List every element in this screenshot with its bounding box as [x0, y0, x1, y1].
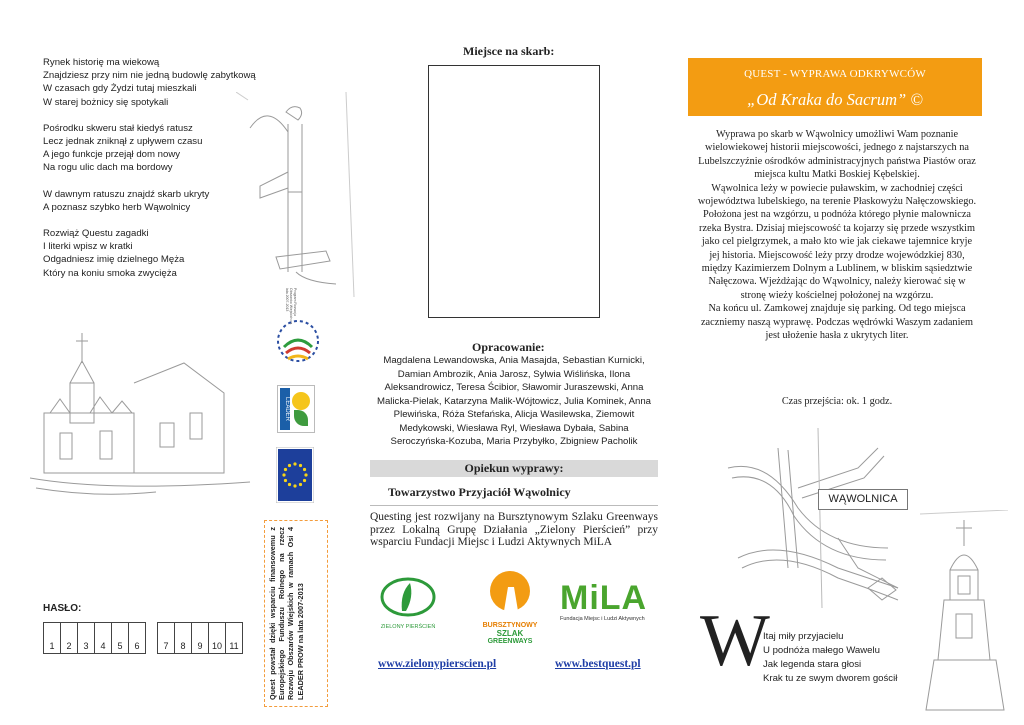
poem-line: Jak legenda stara głosi	[763, 659, 862, 670]
leader-leaf-icon	[294, 410, 308, 426]
questing-info: Questing jest rozwijany na Bursztynowym Szlaku Greenways przez Lokalną Grupę Działania „Zielony Pierścień” przy wsparciu Fundacji Miejsc i Ludzi Aktywnych MiLA	[370, 511, 658, 548]
eu-star-icon	[303, 468, 306, 471]
letter-box[interactable]: 8	[175, 623, 192, 654]
letter-box[interactable]: 3	[78, 623, 95, 654]
letter-box[interactable]: 11	[226, 623, 243, 654]
funding-note: Quest powstał dzięki wsparciu finansowemu z Europejskiego Funduszu Rolnego na rzecz Rozwoju Obszarów Wiejskich w ramach Osi 4 LEADER PROW na lata 2007-2013	[268, 527, 305, 700]
quest-header-title: „Od Kraka do Sacrum” ©	[747, 90, 923, 109]
shrine-sketch	[920, 510, 1010, 720]
password-grid-2	[157, 622, 243, 654]
funding-note-box	[264, 520, 328, 707]
intro-paragraph: Wąwolnica leży w powiecie puławskim, w zachodniej części województwa lubelskiego, na terenie Płaskowyżu Nałęczowskiego. Położona jest na wzgórzu, u podnóża którego płynie malownicza rzeka Bystra. Dzisiaj miejscowość ta kojarzy się przede wszystkim jako cel pielgrzymek, a mało kto wie jak ciekawe tajemnice kryje jej historia. Miejscowość leży przy drodze wojewódzkiej 830, między Kazimierzem Dolnym a Lublinem, w bliskim sąsiedztwie Nałęczowa. Wjeżdżając do Wąwolnicy, należy kierować się w stronę wieży kościelnej położonej na wzgórzu.	[697, 182, 977, 301]
zielony-pierscien-text: ZIELONY PIERŚCIEŃ	[380, 624, 436, 630]
letter-box[interactable]: 1	[44, 623, 61, 654]
guardian-name: Towarzystwo Przyjaciół Wąwolnicy	[388, 485, 571, 499]
eu-star-icon	[288, 464, 291, 467]
poem-line: Itaj miły przyjacielu	[763, 631, 844, 642]
eu-rural-logo	[276, 313, 320, 369]
poem-line: U podnóża małego Wawelu	[763, 645, 880, 656]
poem-line: Krak tu ze swym dworem gościł	[763, 673, 898, 684]
poem-line: Który na koniu smoka zwycięża	[43, 267, 177, 279]
drop-cap: W	[700, 600, 770, 682]
bursztynowy-szlak-logo	[474, 567, 546, 647]
credits-title: Opracowanie:	[472, 340, 545, 354]
eu-star-icon	[303, 479, 306, 482]
poem-line: Znajdziesz przy nim nie jedną budowlę zabytkową	[43, 70, 256, 82]
leader-text: LEADER	[280, 388, 290, 430]
eu-star-icon	[284, 468, 287, 471]
password-grid-1	[43, 622, 146, 654]
eu-star-icon	[282, 473, 285, 476]
leader-sun-icon	[292, 392, 310, 410]
poem-line: Pośrodku skweru stał kiedyś ratusz	[43, 122, 193, 134]
poem-line: Lecz jednak zniknął z upływem czasu	[43, 136, 203, 148]
letter-box[interactable]: 5	[112, 623, 129, 654]
amber-tree-icon	[484, 567, 536, 617]
letter-box[interactable]: 4	[95, 623, 112, 654]
guardian-title: Opiekun wyprawy:	[370, 460, 658, 477]
haslo-label: HASŁO:	[43, 603, 82, 614]
eu-flag-logo	[276, 447, 314, 503]
letter-box[interactable]: 9	[192, 623, 209, 654]
poem-line: Odgadniesz imię dzielnego Męża	[43, 254, 185, 266]
poem-line: W starej bożnicy się spotykali	[43, 96, 169, 108]
poem-line: Na rogu ulic dach ma bordowy	[43, 162, 173, 174]
poem-line: W dawnym ratuszu znajdź skarb ukryty	[43, 188, 210, 200]
letter-box[interactable]: 6	[129, 623, 146, 654]
eu-star-icon	[284, 479, 287, 482]
divider	[370, 505, 658, 506]
poem-line: I literki wpisz w kratki	[43, 241, 133, 253]
church-sketch	[30, 313, 260, 503]
szlak-text: SZLAK	[496, 629, 524, 638]
mila-subtext: Fundacja Miejsc i Ludzi Aktywnych	[560, 616, 645, 622]
route-map-sketch	[718, 428, 928, 608]
green-ring-icon	[376, 573, 440, 619]
greenways-text: GREENWAYS	[487, 638, 533, 645]
mila-logo	[560, 580, 660, 630]
map-label: WĄWOLNICA	[818, 489, 908, 510]
letter-box[interactable]: 10	[209, 623, 226, 654]
eu-star-icon	[299, 483, 302, 486]
intro-paragraph: Na końcu ul. Zamkowej znajduje się parking. Od tego miejsca zaczniemy naszą wyprawę. Podczas wędrówki Waszym zadaniem jest ułożenie hasła z ukrytych liter.	[700, 303, 974, 342]
bursztynowy-text: BURSZTYNOWY	[482, 622, 538, 629]
poem-line: A jego funkcje przejął dom nowy	[43, 149, 181, 161]
bestquest-link[interactable]: www.bestquest.pl	[555, 658, 641, 670]
poem-line: Rynek historię ma wiekową	[43, 57, 160, 68]
quest-header	[688, 58, 982, 116]
treasure-title: Miejsce na skarb:	[463, 44, 555, 58]
letter-box[interactable]: 2	[61, 623, 78, 654]
eu-star-icon	[293, 484, 296, 487]
mila-text: MiLA	[560, 579, 648, 617]
walk-time: Czas przejścia: ok. 1 godz.	[781, 396, 893, 407]
poem-line: A poznasz szybko herb Wąwolnicy	[43, 201, 191, 213]
poem-line: W czasach gdy Żydzi tutaj mieszkali	[43, 83, 197, 95]
quest-intro	[696, 128, 978, 343]
water-pump-sketch	[236, 92, 356, 302]
program-rozwoju-text: Program Rozwoju Obszarów Wiejskich na lata 2007-2013	[285, 288, 297, 325]
zielony-pierscien-link[interactable]: www.zielonypierscien.pl	[378, 658, 497, 670]
eu-star-icon	[293, 462, 296, 465]
quest-header-subtitle: QUEST - WYPRAWA ODKRYWCÓW	[744, 68, 926, 80]
zielony-pierscien-logo	[376, 573, 440, 633]
closing-poem	[763, 630, 897, 686]
eu-star-icon	[299, 464, 302, 467]
poem-line: Rozwiąż Questu zagadki	[43, 228, 149, 240]
treasure-drawing-area[interactable]	[428, 65, 600, 318]
eu-star-icon	[304, 473, 307, 476]
intro-paragraph: Wyprawa po skarb w Wąwolnicy umożliwi Wam poznanie wielowiekowej historii miejscowości, jednego z najstarszych na Lubelszczyźnie ośrodków administracyjnych państwa Piastów oraz miejsca kultu Matki Boskiej Kębelskiej.	[698, 129, 976, 181]
credits-list: Magdalena Lewandowska, Ania Masajda, Sebastian Kurnicki, Damian Ambrozik, Ania Jarosz, Sylwia Wiślińska, Ilona Aleksandrowicz, Teresa Ścibior, Sławomir Juraszewski, Anna Malicka-Pielak, Katarzyna Malik-Wójtowicz, Julia Kominek, Anna Plewińska, Róża Stefańska, Alicja Wasilewska, Ziemowit Medykowski, Wiesława Ryl, Wiesława Dybała, Sabina Seroczyńska-Kozuba, Maria Przybyłko, Zbigniew Pacholik	[376, 355, 652, 447]
leader-logo	[277, 385, 315, 433]
letter-box[interactable]: 7	[158, 623, 175, 654]
eu-star-icon	[288, 483, 291, 486]
